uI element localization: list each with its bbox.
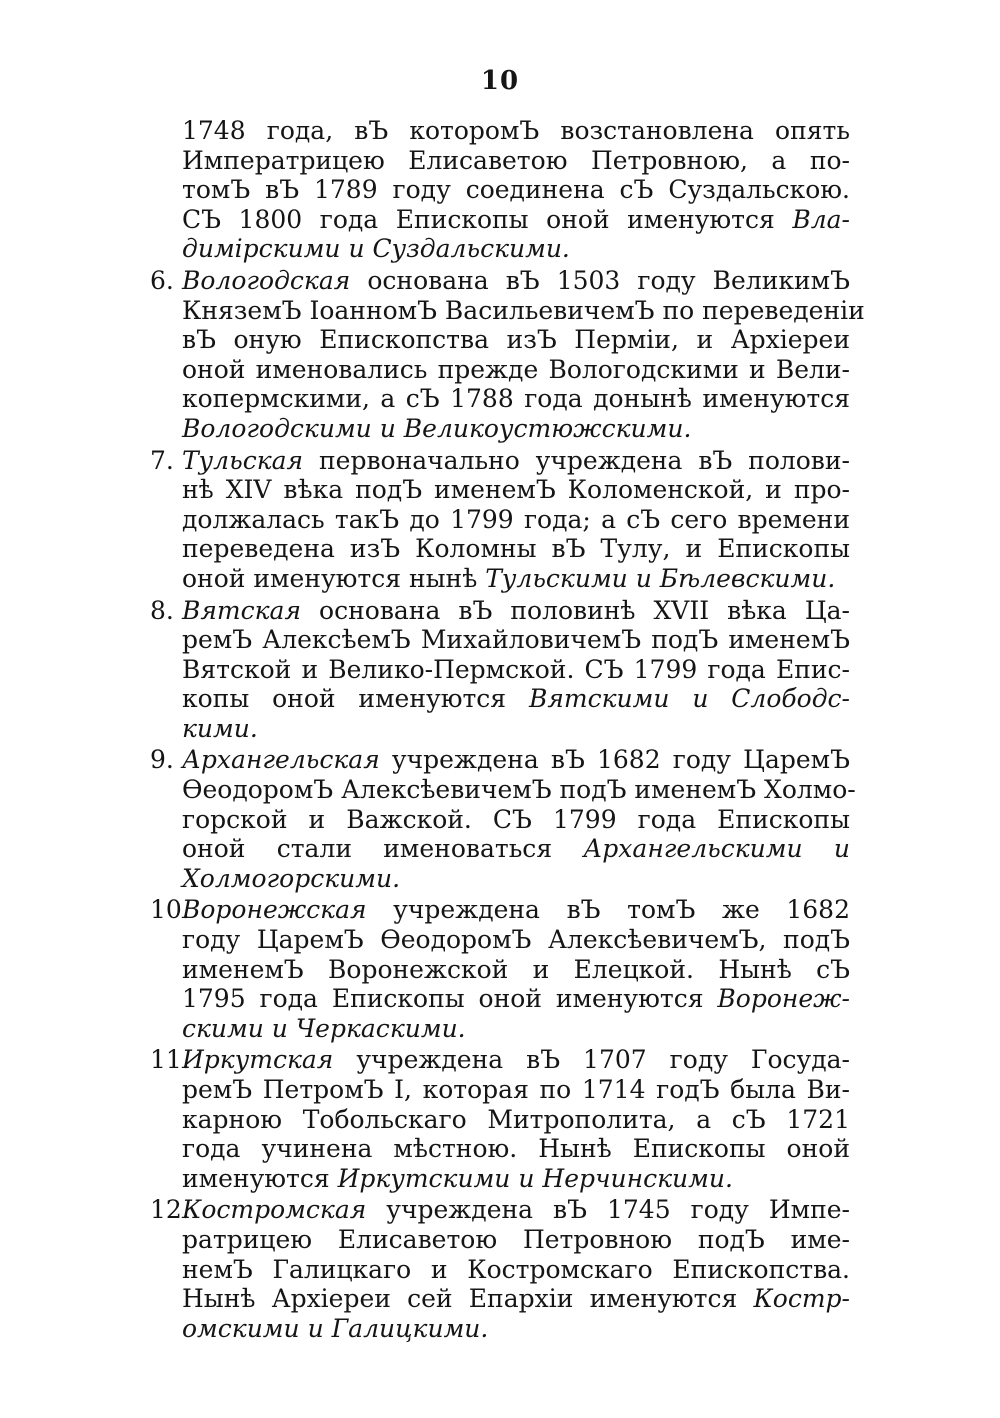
text-segment: нѣ XIV вѣка подЪ именемЪ Коломенской, и про- — [182, 475, 850, 505]
italic-text: Иркутскими и Нерчинскими. — [337, 1163, 733, 1193]
italic-text: Вла- — [792, 204, 850, 234]
text-segment: именуются — [182, 1163, 338, 1193]
text-line — [150, 1195, 850, 1225]
text-line — [150, 895, 850, 925]
text-line — [150, 1164, 850, 1194]
text-line — [150, 1134, 850, 1164]
text-segment: учреждена вЪ 1707 году Госуда- — [333, 1045, 850, 1075]
italic-text: скими и Черкаскими. — [182, 1013, 466, 1043]
italic-text: димірскими и Суздальскими. — [182, 234, 570, 264]
text-segment: ремЪ АлексѣемЪ МихайловичемЪ подЪ именемЪ — [182, 625, 850, 655]
text-line — [150, 295, 865, 326]
italic-text: Костр- — [753, 1284, 850, 1314]
italic-text: Тульская — [182, 445, 304, 475]
diocese-entry — [150, 1045, 850, 1193]
text-segment: копермскими, а сЪ 1788 года донынѣ именуются — [182, 384, 850, 414]
text-line — [150, 266, 850, 296]
text-segment: году ЦаремЪ ѲеодоромЪ АлексѣевичемЪ, подЪ — [182, 925, 850, 955]
italic-text: Холмогорскими. — [182, 863, 401, 893]
entry-number: 12. — [150, 1195, 190, 1225]
text-line — [150, 955, 850, 985]
italic-text: Тульскими и Бѣлевскими. — [485, 563, 836, 593]
text-segment: переведена изЪ Коломны вЪ Тулу, и Епископы — [182, 534, 850, 564]
text-line — [150, 1105, 850, 1135]
text-line — [150, 775, 856, 805]
text-line — [150, 414, 850, 444]
text-line — [150, 505, 850, 535]
text-line — [150, 984, 850, 1014]
text-line — [150, 564, 850, 594]
italic-text: Вологодскими и Великоустюжскими. — [182, 413, 692, 443]
italic-text: Вятская — [182, 595, 302, 625]
text-segment: 1795 года Епископы оной именуются — [182, 984, 718, 1014]
text-line — [150, 925, 850, 955]
diocese-entry — [150, 446, 850, 594]
text-segment: Вятской и Велико-Пермской. СЪ 1799 года Епис- — [182, 654, 850, 684]
text-line — [150, 714, 850, 744]
italic-text: Вятскими и Слободс- — [528, 684, 851, 714]
text-segment: СЪ 1800 года Епископы оной именуются — [182, 204, 793, 234]
text-segment: горской и Важской. СЪ 1799 года Епископы — [182, 804, 850, 834]
text-line — [150, 475, 850, 505]
italic-text: омскими и Галицкими. — [182, 1313, 489, 1343]
text-segment: оной именуются нынѣ — [182, 563, 486, 593]
text-segment: первоначально учреждена вЪ полови- — [303, 445, 850, 475]
text-line — [150, 655, 850, 685]
text-line — [150, 1255, 850, 1285]
text-segment: ратрицею Елисаветою Петровною подЪ име- — [182, 1224, 850, 1254]
text-line — [150, 116, 850, 146]
text-line — [150, 446, 850, 476]
text-line — [150, 534, 850, 564]
entry-number: 8. — [150, 595, 174, 625]
text-line — [150, 834, 850, 864]
intro-paragraph — [150, 116, 850, 264]
text-segment: ѲеодоромЪ АлексѣевичемЪ подЪ именемЪ Холмо- — [182, 775, 856, 805]
text-segment: томЪ вЪ 1789 году соединена сЪ Суздальскою. — [182, 175, 850, 205]
text-line — [150, 146, 850, 176]
text-segment: основана вЪ 1503 году ВеликимЪ — [350, 265, 850, 295]
text-line — [150, 1314, 850, 1344]
text-line — [150, 1284, 850, 1314]
text-segment: года учинена мѣстною. Нынѣ Епископы оной — [182, 1134, 850, 1164]
italic-text: Архангельскими и — [583, 834, 850, 864]
entry-number: 10. — [150, 895, 190, 925]
page-body — [150, 116, 865, 1343]
text-line — [150, 205, 850, 235]
text-segment: должалась такЪ до 1799 года; а сЪ сего времени — [182, 504, 850, 534]
italic-text: Воронежская — [182, 895, 367, 925]
text-line — [150, 1075, 850, 1105]
text-line — [150, 1045, 850, 1075]
text-segment: учреждена вЪ 1682 году ЦаремЪ — [379, 745, 850, 775]
text-segment: учреждена вЪ томЪ же 1682 — [366, 895, 850, 925]
text-line — [150, 625, 850, 655]
text-segment: Императрицею Елисаветою Петровною, а по- — [182, 145, 850, 175]
diocese-entry — [150, 596, 850, 744]
text-line — [150, 805, 850, 835]
text-line — [150, 384, 850, 414]
text-segment: копы оной именуются — [182, 684, 529, 714]
text-segment: оной стали именоваться — [182, 834, 584, 864]
entry-number: 6. — [150, 265, 174, 295]
italic-text: Архангельская — [182, 745, 380, 775]
text-segment: немЪ Галицкаго и Костромскаго Епископства. — [182, 1254, 850, 1284]
diocese-entry — [150, 745, 856, 893]
diocese-entry — [150, 265, 865, 444]
text-line — [150, 234, 850, 264]
text-line — [150, 1014, 850, 1044]
text-line — [150, 745, 850, 775]
text-line — [150, 325, 850, 355]
page-number: 10 — [480, 66, 520, 96]
italic-text: Костромская — [182, 1195, 367, 1225]
text-line — [150, 684, 850, 714]
text-segment: оной именовались прежде Вологодскими и Вели- — [182, 354, 850, 384]
text-segment: КняземЪ ІоанномЪ ВасильевичемЪ по переведеніи — [182, 295, 865, 325]
text-line — [150, 596, 850, 626]
entry-number: 9. — [150, 745, 174, 775]
italic-text: Вологодская — [182, 265, 351, 295]
text-segment: Нынѣ Архіереи сей Епархіи именуются — [182, 1284, 754, 1314]
diocese-entry — [150, 895, 850, 1043]
text-segment: ремЪ ПетромЪ I, которая по 1714 годЪ была Ви- — [182, 1075, 850, 1104]
text-segment: 1748 года, вЪ которомЪ возстановлена опять — [182, 116, 850, 145]
text-segment: учреждена вЪ 1745 году Импе- — [366, 1195, 850, 1225]
diocese-entry — [150, 1195, 850, 1343]
text-line — [150, 1225, 850, 1255]
text-segment: вЪ оную Епископства изЪ Перміи, и Архіереи — [182, 325, 850, 355]
text-line — [150, 355, 850, 385]
text-line — [150, 175, 850, 205]
text-line — [150, 864, 850, 894]
text-segment: именемЪ Воронежской и Елецкой. Нынѣ сЪ — [182, 954, 850, 984]
text-segment: карною Тобольскаго Митрополита, а сЪ 1721 — [182, 1104, 850, 1134]
italic-text: Иркутская — [182, 1045, 334, 1075]
entry-number: 7. — [150, 445, 174, 475]
italic-text: Воронеж- — [717, 984, 850, 1014]
italic-text: кими. — [182, 713, 258, 743]
entry-number: 11. — [150, 1045, 190, 1075]
text-segment: основана вЪ половинѣ XVII вѣка Ца- — [301, 595, 850, 625]
